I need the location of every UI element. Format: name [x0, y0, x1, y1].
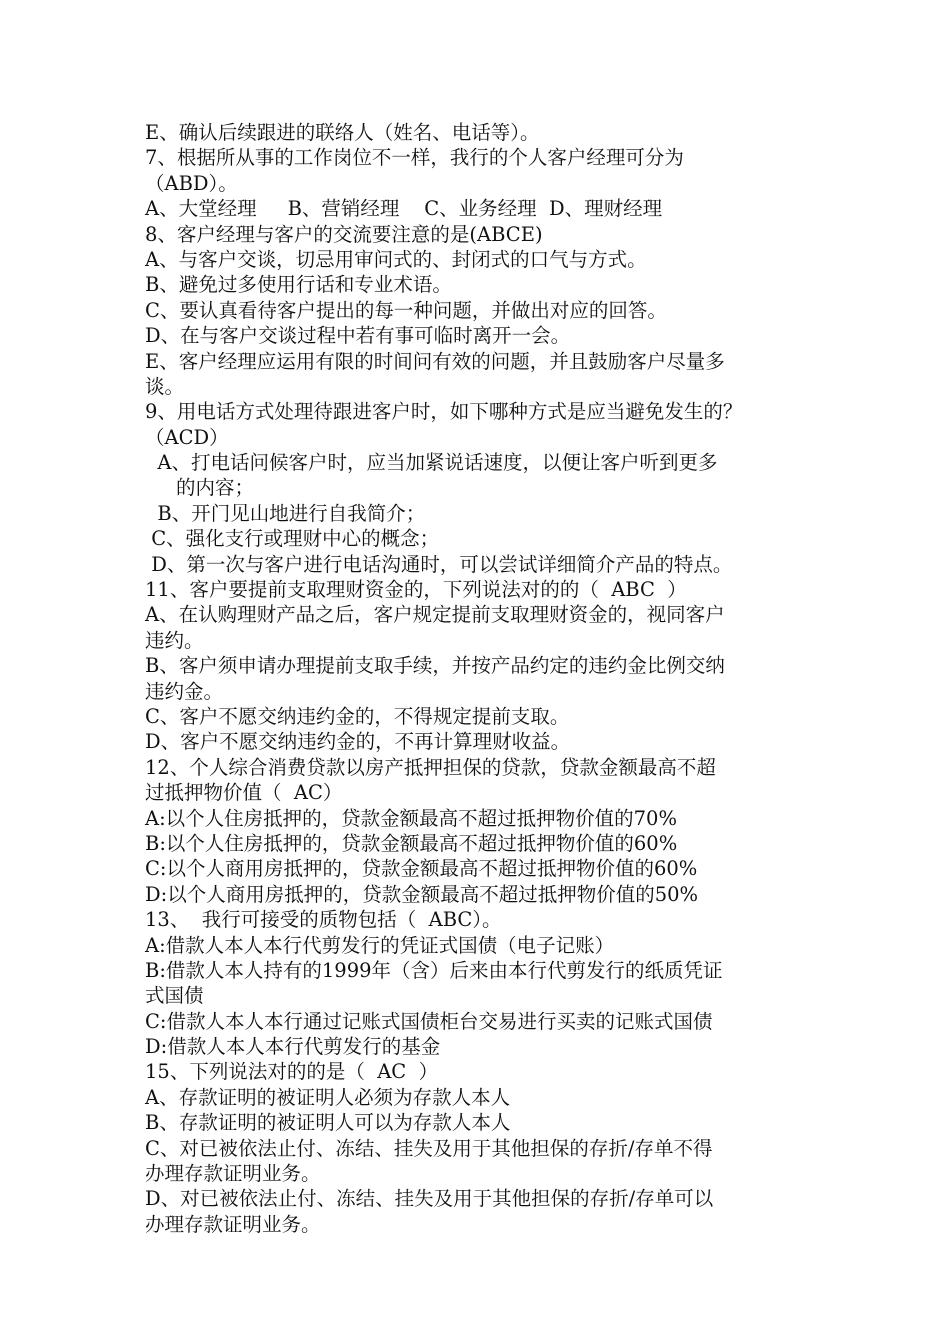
- text-line: D、在与客户交谈过程中若有事可临时离开一会。: [145, 324, 571, 348]
- text-line: A、大堂经理 B、营销经理 C、业务经理 D、理财经理: [145, 197, 663, 221]
- text-line: C、对已被依法止付、冻结、挂失及用于其他担保的存折/存单不得: [145, 1136, 713, 1160]
- text-line: E、客户经理应运用有限的时间问有效的问题，并且鼓励客户尽量多: [145, 349, 725, 373]
- text-line: 的内容；: [145, 476, 254, 500]
- text-line: B:以个人住房抵押的，贷款金额最高不超过抵押物价值的60%: [145, 831, 678, 855]
- text-line: 8、客户经理与客户的交流要注意的是(ABCE): [145, 222, 543, 246]
- text-line: 12、个人综合消费贷款以房产抵押担保的贷款，贷款金额最高不超: [145, 755, 716, 779]
- text-line: A、与客户交谈，切忌用审问式的、封闭式的口气与方式。: [145, 247, 647, 271]
- text-line: D:以个人商用房抵押的，贷款金额最高不超过抵押物价值的50%: [145, 882, 699, 906]
- text-line: D、第一次与客户进行电话沟通时，可以尝试详细简介产品的特点。: [145, 552, 733, 576]
- text-line: C:借款人本人本行通过记账式国债柜台交易进行买卖的记账式国债: [145, 1009, 713, 1033]
- text-line: 过抵押物价值（ AC）: [145, 781, 343, 805]
- text-line: C:以个人商用房抵押的，贷款金额最高不超过抵押物价值的60%: [145, 857, 698, 881]
- text-line: A、打电话问候客户时，应当加紧说话速度，以便让客户听到更多: [145, 451, 718, 475]
- text-line: B、存款证明的被证明人可以为存款人本人: [145, 1111, 511, 1135]
- text-line: （ABD）。: [145, 171, 238, 195]
- text-line: 违约。: [145, 628, 204, 652]
- text-line: 违约金。: [145, 679, 224, 703]
- text-line: E、确认后续跟进的联络人（姓名、电话等）。: [145, 121, 540, 144]
- text-line: 式国债: [145, 984, 204, 1008]
- text-line: 办理存款证明业务。: [145, 1162, 321, 1186]
- text-line: B:借款人本人持有的1999年（含）后来由本行代剪发行的纸质凭证: [145, 958, 723, 982]
- text-line: C、强化支行或理财中心的概念；: [145, 527, 440, 551]
- text-line: 办理存款证明业务。: [145, 1212, 321, 1236]
- text-line: 7、根据所从事的工作岗位不一样，我行的个人客户经理可分为: [145, 146, 684, 170]
- text-line: D:借款人本人本行代剪发行的基金: [145, 1035, 441, 1059]
- text-line: A、在认购理财产品之后，客户规定提前支取理财资金的，视同客户: [145, 603, 725, 627]
- document-body: [145, 120, 825, 1237]
- text-line: 13、 我行可接受的质物包括（ ABC）。: [145, 908, 502, 932]
- text-line: 谈。: [145, 374, 185, 398]
- text-line: 11、客户要提前支取理财资金的，下列说法对的的（ ABC ）: [145, 578, 687, 602]
- text-line: 15、下列说法对的的是（ AC ）: [145, 1060, 439, 1084]
- text-line: B、客户须申请办理提前支取手续，并按产品约定的违约金比例交纳: [145, 654, 725, 678]
- text-line: A、存款证明的被证明人必须为存款人本人: [145, 1085, 511, 1109]
- text-line: A:以个人住房抵押的，贷款金额最高不超过抵押物价值的70%: [145, 806, 677, 830]
- text-line: B、开门见山地进行自我简介；: [145, 501, 426, 525]
- text-line: A:借款人本人本行代剪发行的凭证式国债（电子记账）: [145, 933, 615, 957]
- text-line: B、避免过多使用行话和专业术语。: [145, 273, 452, 297]
- text-line: 9、用电话方式处理待跟进客户时，如下哪种方式是应当避免发生的？: [145, 400, 743, 424]
- text-line: C、客户不愿交纳违约金的，不得规定提前支取。: [145, 704, 570, 728]
- text-line: D、对已被依法止付、冻结、挂失及用于其他担保的存折/存单可以: [145, 1187, 714, 1211]
- text-line: （ACD）: [145, 425, 229, 449]
- text-line: C、要认真看待客户提出的每一种问题，并做出对应的回答。: [145, 298, 667, 322]
- text-line: D、客户不愿交纳违约金的，不再计算理财收益。: [145, 730, 571, 754]
